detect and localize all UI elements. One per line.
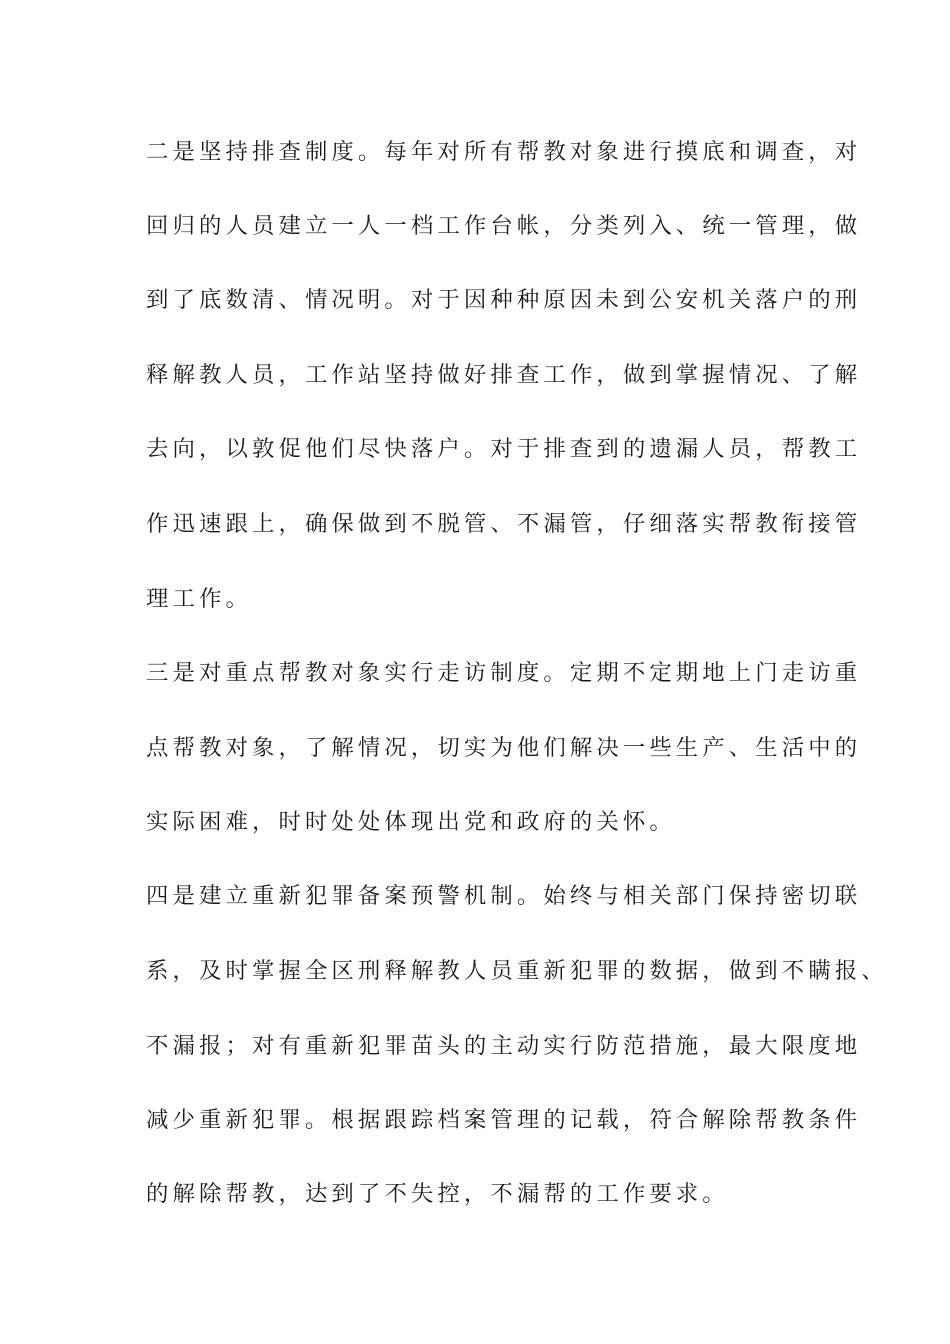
paragraph-3-line-3: 不漏报；对有重新犯罪苗头的主动实行防范措施，最大限度地 <box>146 1033 862 1059</box>
paragraph-2-line-1: 三是对重点帮教对象实行走访制度。定期不定期地上门走访重 <box>146 660 862 686</box>
paragraph-3-line-1: 四是建立重新犯罪备案预警机制。始终与相关部门保持密切联 <box>146 883 862 909</box>
paragraph-1-line-6: 作迅速跟上，确保做到不脱管、不漏管，仔细落实帮教衔接管 <box>146 511 862 537</box>
paragraph-1-line-5: 去向，以敦促他们尽快落户。对于排查到的遗漏人员，帮教工 <box>146 436 862 462</box>
paragraph-1-line-1: 二是坚持排查制度。每年对所有帮教对象进行摸底和调查，对 <box>146 139 862 165</box>
paragraph-2-line-3: 实际困难，时时处处体现出党和政府的关怀。 <box>146 809 676 835</box>
paragraph-1-line-3: 到了底数清、情况明。对于因种种原因未到公安机关落户的刑 <box>146 287 862 313</box>
paragraph-1-line-7: 理工作。 <box>146 586 252 612</box>
paragraph-3-line-5: 的解除帮教，达到了不失控，不漏帮的工作要求。 <box>146 1181 729 1207</box>
paragraph-1-line-4: 释解教人员，工作站坚持做好排查工作，做到掌握情况、了解 <box>146 362 862 388</box>
paragraph-3-line-2: 系，及时掌握全区刑释解教人员重新犯罪的数据，做到不瞒报、 <box>146 958 888 984</box>
paragraph-2-line-2: 点帮教对象，了解情况，切实为他们解决一些生产、生活中的 <box>146 735 862 761</box>
paragraph-1-line-2: 回归的人员建立一人一档工作台帐，分类列入、统一管理，做 <box>146 213 862 239</box>
paragraph-3-line-4: 减少重新犯罪。根据跟踪档案管理的记载，符合解除帮教条件 <box>146 1107 862 1133</box>
